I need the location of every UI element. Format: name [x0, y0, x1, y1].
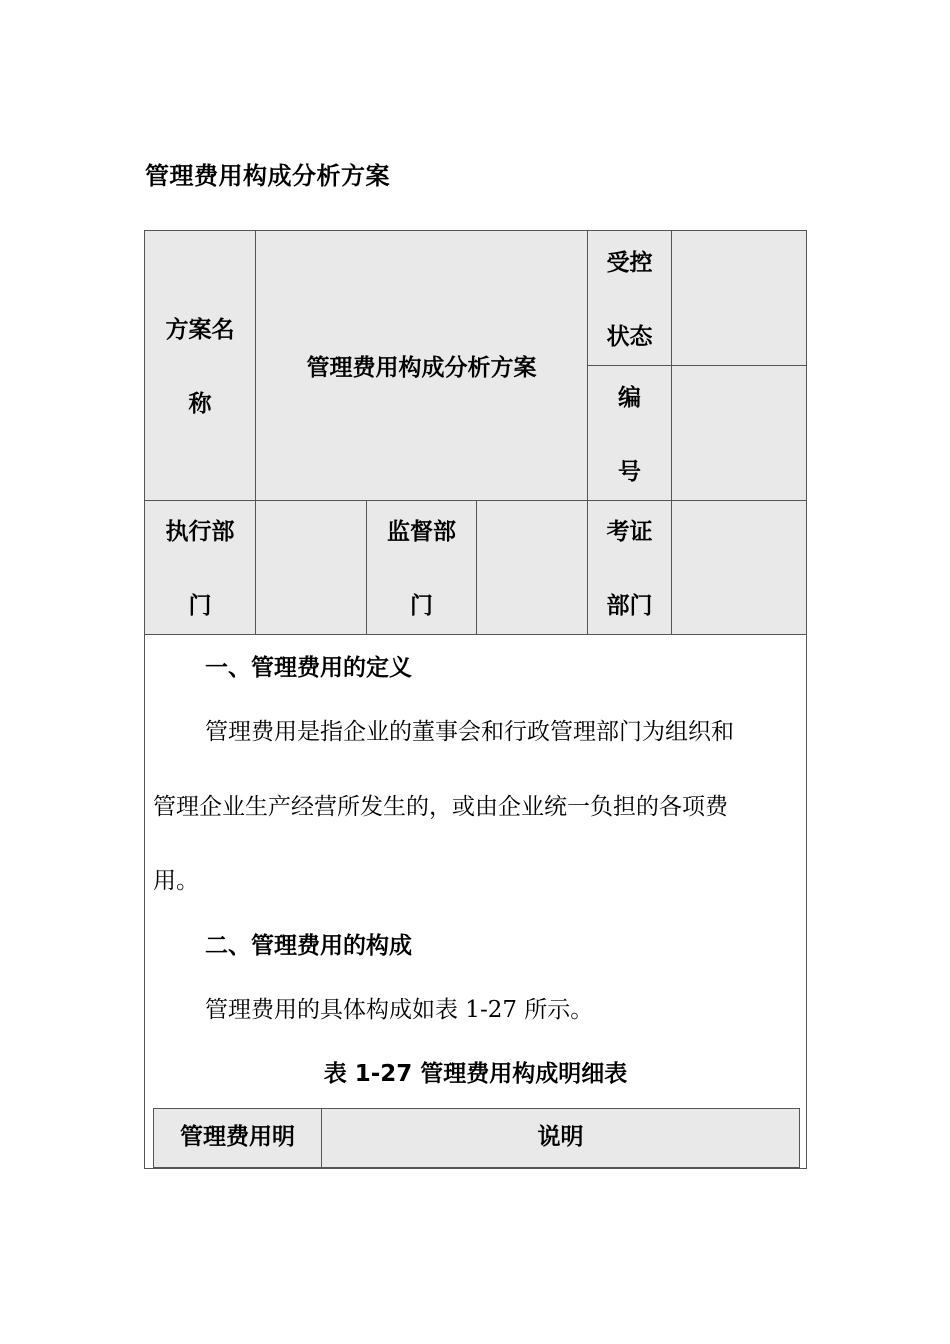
detail-table-header-item: 管理费用明: [154, 1109, 322, 1167]
section2-text: 管理费用的具体构成如表 1-27 所示。: [205, 997, 594, 1023]
supervise-dept-label-line1: 监督部: [387, 519, 456, 545]
exec-dept-label-line2: 门: [188, 593, 212, 619]
detail-table: [153, 1108, 800, 1169]
plan-name-label-cell: [145, 231, 256, 501]
number-label-line2: 号: [618, 459, 641, 485]
number-label-line1: 编: [618, 385, 641, 411]
supervise-dept-label-line2: 门: [410, 593, 433, 619]
evaluate-dept-label-line2: 部门: [606, 593, 653, 619]
exec-dept-value-cell[interactable]: [256, 501, 367, 635]
number-value-cell[interactable]: [672, 366, 806, 501]
evaluate-dept-label-line1: 考证: [606, 519, 653, 545]
control-status-label-line2: 状态: [606, 324, 653, 350]
section2-heading: 二、管理费用的构成: [205, 933, 412, 959]
control-status-value-cell[interactable]: [672, 231, 806, 366]
section1-heading: 一、管理费用的定义: [205, 655, 412, 681]
control-status-label-cell: [588, 231, 672, 366]
section1-line1: 管理费用是指企业的董事会和行政管理部门为组织和: [205, 719, 734, 745]
plan-name-value-cell[interactable]: [256, 231, 588, 501]
detail-table-caption: 表 1-27 管理费用构成明细表: [323, 1061, 628, 1087]
exec-dept-label-cell: [145, 501, 256, 635]
section1-line3: 用。: [153, 868, 199, 894]
evaluate-dept-label-cell: [588, 501, 672, 635]
control-status-label-line1: 受控: [606, 250, 653, 276]
exec-dept-label-line1: 执行部: [165, 519, 235, 545]
number-label-cell: [588, 366, 672, 501]
evaluate-dept-value-cell[interactable]: [672, 501, 806, 635]
detail-table-header-description: 说明: [537, 1124, 584, 1150]
section1-line2: 管理企业生产经营所发生的，或由企业统一负担的各项费: [153, 794, 728, 820]
plan-name-label-line2: 称: [188, 391, 212, 417]
plan-form-table: [144, 230, 807, 1169]
document-title: 管理费用构成分析方案: [145, 162, 390, 190]
plan-content-area: [145, 635, 806, 1168]
plan-name-value: 管理费用构成分析方案: [306, 355, 537, 381]
plan-name-label-line1: 方案名: [165, 317, 235, 343]
supervise-dept-label-cell: [367, 501, 477, 635]
supervise-dept-value-cell[interactable]: [477, 501, 588, 635]
